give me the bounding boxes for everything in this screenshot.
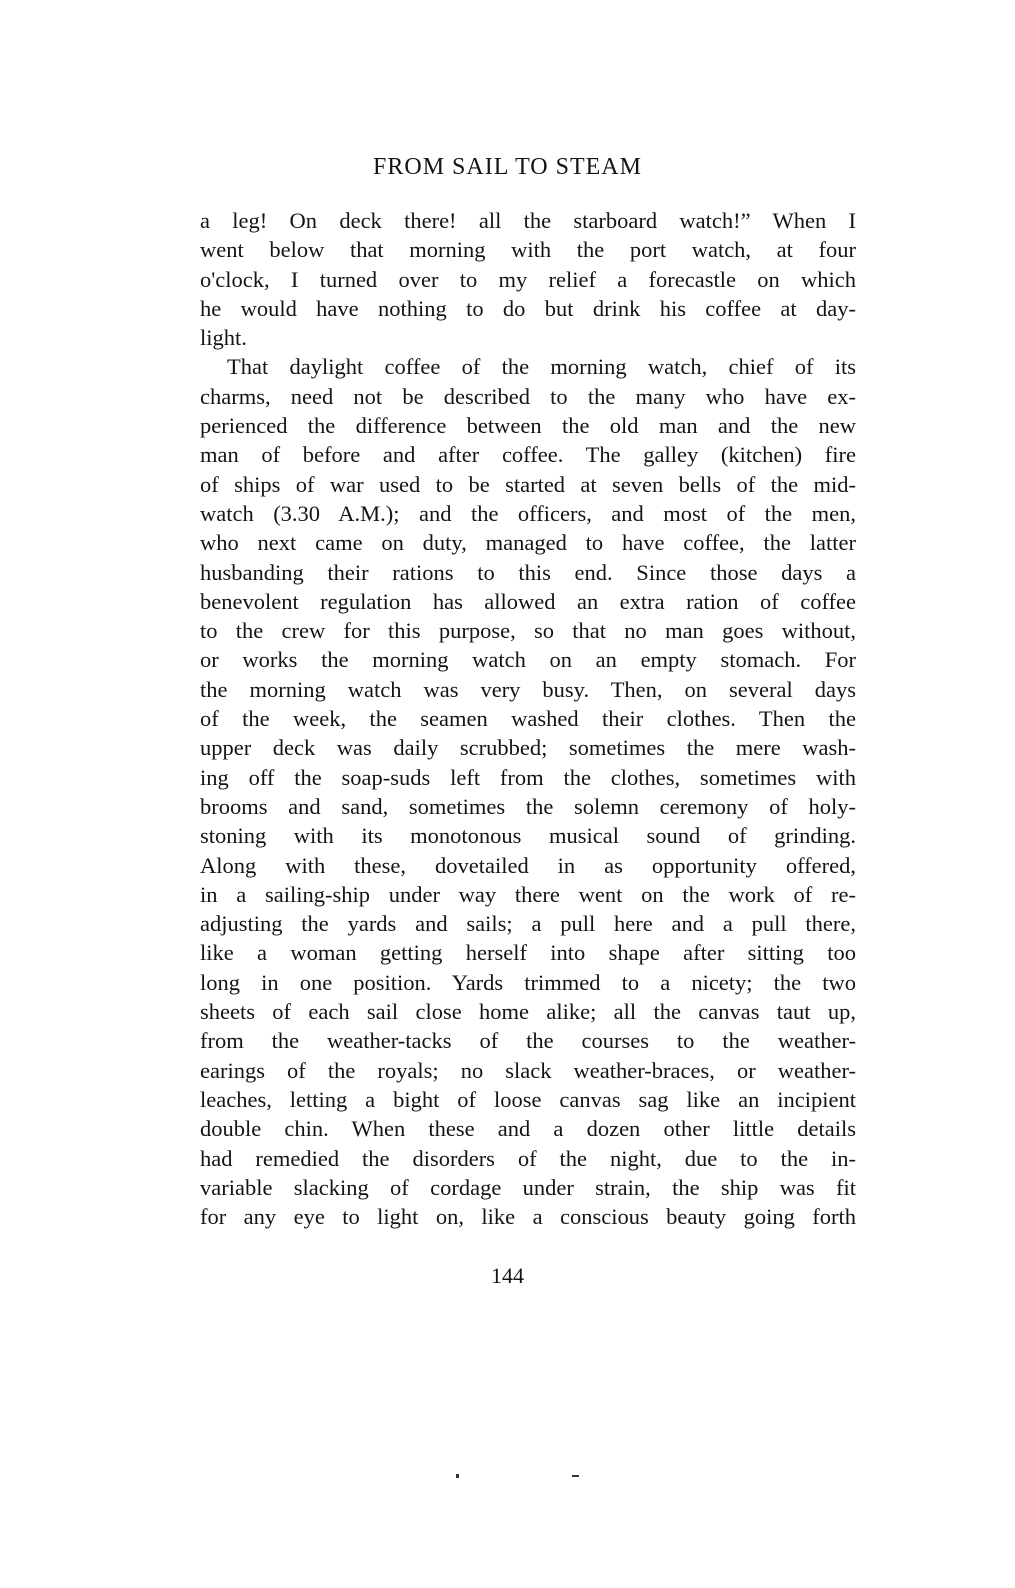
text-line: a leg! On deck there! all the starboard watch!” When I [200,208,856,233]
text-line: man of before and after coffee. The galley (kitchen) fire [200,442,856,468]
text-line: to the crew for this purpose, so that no man goes without, [200,618,856,644]
text-line: watch (3.30 A.M.); and the officers, and most of the men, [200,500,856,526]
text-line: stoning with its monotonous musical sound of grinding. [200,823,856,849]
text-line: of the week, the seamen washed their clothes. Then the [200,706,856,732]
text-line: long in one position. Yards trimmed to a nicety; the two [200,969,856,995]
text-line: from the weather-tacks of the courses to the weather- [200,1028,856,1054]
text-line: like a woman getting herself into shape after sitting too [200,940,856,966]
scan-speck [572,1475,579,1477]
text-line: had remedied the disorders of the night, due to the in- [200,1145,856,1171]
text-line: upper deck was daily scrubbed; sometimes the mere wash- [200,735,856,761]
text-line: for any eye to light on, like a conscious beauty going forth [200,1204,856,1230]
text-line: of ships of war used to be started at seven bells of the mid- [200,471,856,497]
text-line: or works the morning watch on an empty stomach. For [200,647,856,673]
text-line: perienced the difference between the old man and the new [200,413,856,439]
text-line: sheets of each sail close home alike; all the canvas taut up, [200,999,856,1025]
text-line: who next came on duty, managed to have coffee, the latter [200,530,856,556]
text-line: brooms and sand, sometimes the solemn ceremony of holy- [200,793,856,819]
text-line: earings of the royals; no slack weather-braces, or weather- [200,1057,856,1083]
text-line: o'clock, I turned over to my relief a forecastle on which [200,266,856,292]
body-text [200,206,856,1231]
text-line: the morning watch was very busy. Then, on several days [200,676,856,702]
text-line: double chin. When these and a dozen other little details [200,1116,856,1142]
text-line: he would have nothing to do but drink his coffee at day- [200,295,856,321]
text-line: charms, need not be described to the many who have ex- [200,383,856,409]
text-line: variable slacking of cordage under strain, the ship was fit [200,1174,856,1200]
text-line: benevolent regulation has allowed an extra ration of coffee [200,588,856,614]
scan-speck [456,1474,459,1478]
text-line: husbanding their rations to this end. Since those days a [200,559,856,585]
running-head: FROM SAIL TO STEAM [373,154,642,180]
page-number: 144 [491,1263,524,1288]
text-line: leaches, letting a bight of loose canvas sag like an incipient [200,1086,856,1112]
text-line: ing off the soap-suds left from the clothes, sometimes with [200,764,856,790]
text-line: in a sailing-ship under way there went on the work of re- [200,881,856,907]
text-line: Along with these, dovetailed in as opportunity offered, [200,852,856,878]
text-line: That daylight coffee of the morning watch, chief of its [227,354,856,380]
text-line: went below that morning with the port watch, at four [200,237,856,263]
text-line: adjusting the yards and sails; a pull here and a pull there, [200,911,856,937]
text-line: light. [200,325,247,351]
